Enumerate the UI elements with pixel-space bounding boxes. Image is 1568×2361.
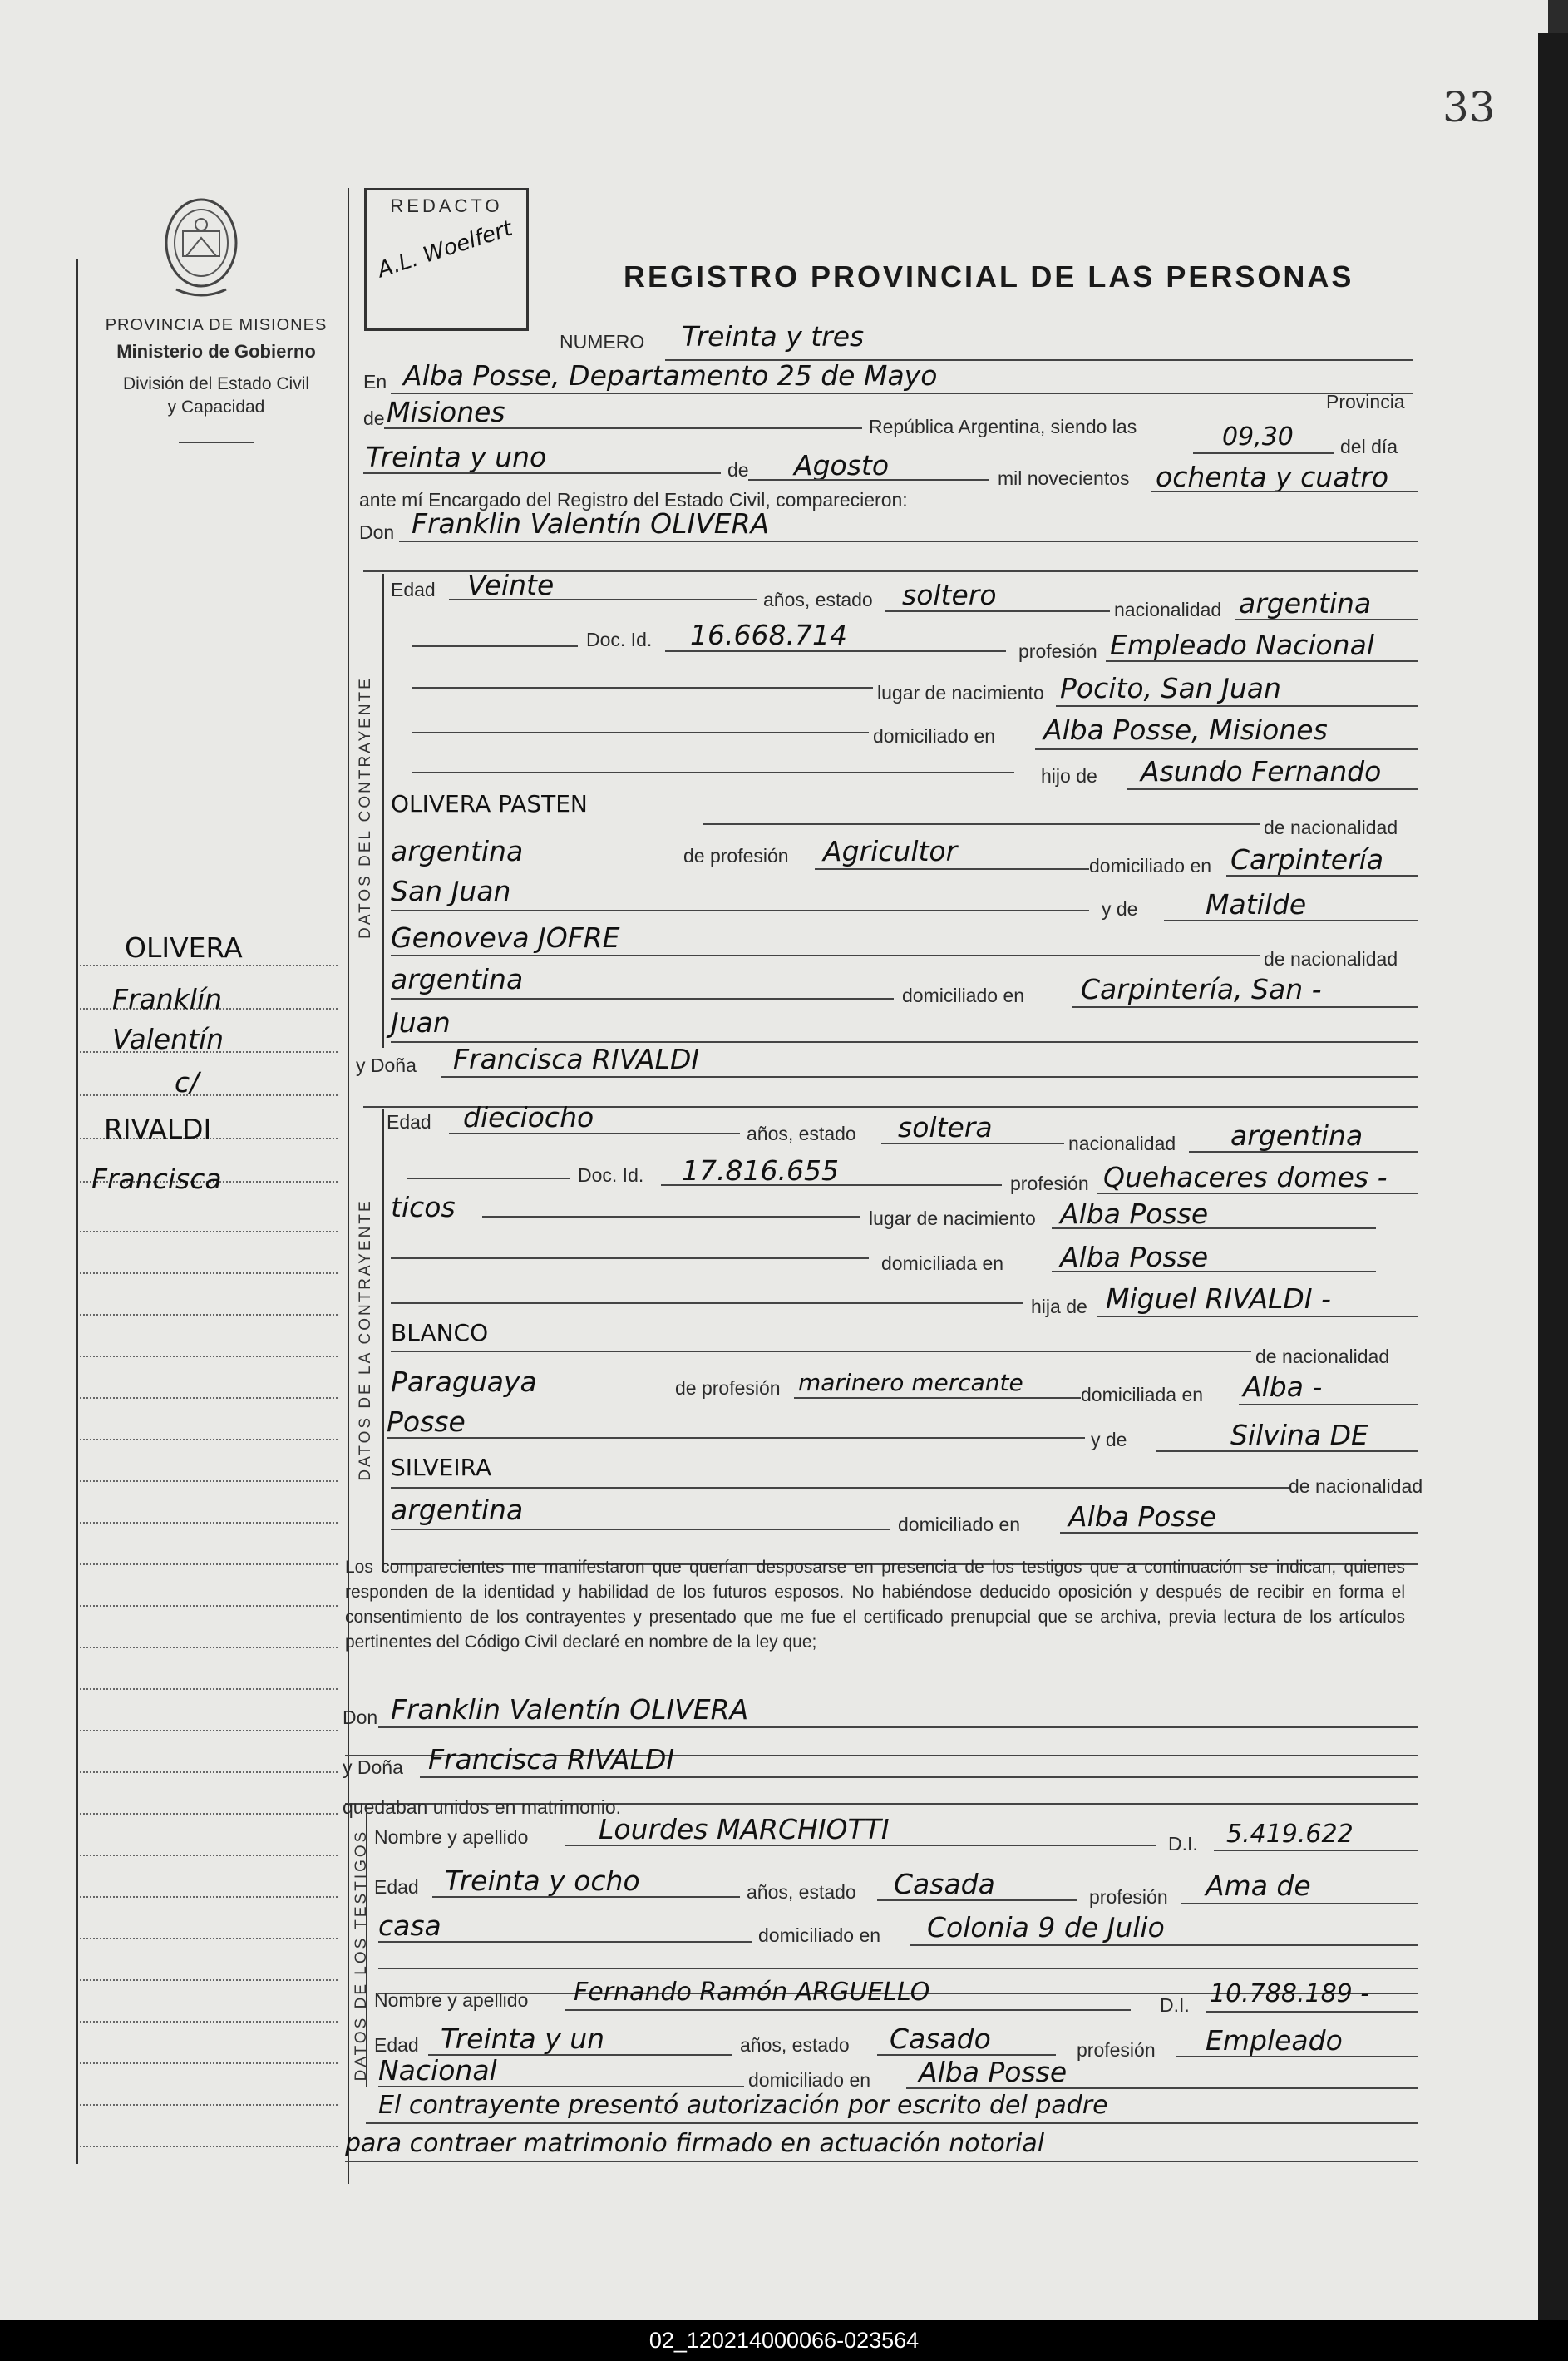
bride-doc-label: Doc. Id. [578, 1164, 644, 1186]
bride-nac-label: nacionalidad [1068, 1133, 1176, 1154]
province-name: PROVINCIA DE MISIONES [105, 316, 328, 334]
groom-mother-address-1: Carpintería, San - [1081, 973, 1322, 1005]
act-year: ochenta y cuatro [1156, 461, 1389, 493]
groom-father-nationality: argentina [391, 835, 524, 867]
witness1-name-label: Nombre y apellido [374, 1826, 529, 1848]
numero-label: NUMERO [560, 331, 645, 353]
groom-name: Franklin Valentín OLIVERA [412, 507, 770, 540]
groom-father-dom-label: domiciliado en [1089, 855, 1212, 877]
witness1-di-label: D.I. [1168, 1833, 1198, 1855]
stamp-label: REDACTO [390, 195, 503, 216]
bride-mother-dom-label: domiciliado en [898, 1514, 1021, 1535]
groom-mother-2: Genoveva JOFRE [391, 921, 620, 954]
margin-firstname-bride: Francisca [91, 1163, 222, 1195]
witness2-civil-status: Casado [890, 2023, 991, 2055]
quedaban-text: quedaban unidos en matrimonio. [343, 1796, 622, 1818]
witness1-dom-label: domiciliado en [758, 1924, 881, 1946]
groom-mother-nac-label: de nacionalidad [1264, 948, 1398, 970]
groom-edad-label: Edad [391, 579, 436, 600]
bride-edad-label: Edad [387, 1111, 431, 1133]
witness1-estado-label: años, estado [747, 1881, 856, 1903]
page-number: 33 [1442, 83, 1496, 131]
page-title: REGISTRO PROVINCIAL DE LAS PERSONAS [624, 259, 1354, 294]
groom-mother-1: Matilde [1206, 888, 1307, 921]
margin-firstname-groom: Franklín [112, 983, 223, 1015]
left-margin-rule [76, 259, 78, 2164]
groom-section-label: DATOS DEL CONTRAYENTE [357, 676, 374, 939]
bride-father-dom-label: domiciliada en [1081, 1384, 1204, 1405]
redacto-stamp [364, 188, 529, 331]
witness1-address: Colonia 9 de Julio [927, 1911, 1165, 1944]
groom-age: Veinte [467, 569, 555, 601]
bride-address: Alba Posse [1060, 1241, 1209, 1273]
ante-mi-text: ante mí Encargado del Registro del Estado Civil, comparecieron: [359, 489, 908, 511]
groom-lugar-label: lugar de nacimiento [877, 682, 1044, 704]
groom-father-address-1: Carpintería [1230, 843, 1384, 876]
groom-doc-number: 16.668.714 [690, 619, 847, 651]
groom-nationality: argentina [1239, 587, 1372, 620]
book-spine [1538, 33, 1568, 2320]
union-dona-label: y Doña [343, 1756, 403, 1778]
division-line-2: y Capacidad [167, 398, 265, 417]
bride-birthplace: Alba Posse [1060, 1198, 1209, 1230]
don-label: Don [359, 521, 395, 543]
groom-father-2: OLIVERA PASTEN [391, 790, 588, 817]
bride-father-1: Miguel RIVALDI - [1106, 1282, 1331, 1315]
witness2-age: Treinta y un [441, 2023, 605, 2055]
witness1-edad-label: Edad [374, 1876, 419, 1898]
bride-father-2: BLANCO [391, 1319, 489, 1346]
margin-surname-groom: OLIVERA [125, 931, 243, 964]
union-groom: Franklin Valentín OLIVERA [391, 1693, 749, 1726]
groom-father-1: Asundo Fernando [1141, 755, 1382, 788]
groom-father-profession: Agricultor [823, 835, 958, 867]
bride-y-de-label: y de [1091, 1429, 1127, 1450]
mil-novecientos-label: mil novecientos [998, 467, 1130, 489]
witness2-di: 10.788.189 - [1210, 1979, 1370, 2008]
bride-name: Francisca RIVALDI [453, 1043, 700, 1075]
bride-father-profession: marinero mercante [798, 1369, 1023, 1396]
consent-paragraph: Los comparecientes me manifestaron que querían desposarse en presencia de los testigos que a continuación se indican, quienes responden de la identidad y habilidad de los futuros esposos. No habiéndose deducido oposición y después de recibir en forma el consentimiento de los contrayentes y presentado que me fue el certificado prenupcial que se archiva, previa lectura de los artículos pertinentes del Código Civil declaré en nombre de la ley que; [345, 1558, 1405, 1652]
act-number: Treinta y tres [682, 320, 865, 353]
groom-civil-status: soltero [902, 579, 997, 611]
dona-label: y Doña [356, 1055, 417, 1076]
provincia-label: Provincia [1326, 391, 1405, 412]
bride-prof-label: profesión [1010, 1173, 1089, 1194]
witness2-prof-label: profesión [1077, 2039, 1156, 2061]
bride-nationality: argentina [1230, 1119, 1363, 1152]
note-line-2: para contraer matrimonio firmado en actuación notorial [345, 2129, 1045, 2158]
groom-mother-nationality: argentina [391, 963, 524, 995]
groom-profession: Empleado Nacional [1110, 629, 1374, 661]
bride-mother-nac-label: de nacionalidad [1289, 1475, 1423, 1497]
witness2-name-label: Nombre y apellido [374, 1989, 529, 2011]
witness1-civil-status: Casada [894, 1868, 995, 1900]
groom-nac-label: nacionalidad [1114, 599, 1222, 620]
scan-id-footer: 02_120214000066-023564 [0, 2320, 1568, 2361]
note-line-1: El contrayente presentó autorización por escrito del padre [378, 2091, 1108, 2120]
ministry-name: Ministerio de Gobierno [116, 341, 316, 362]
witness1-profession-1: Ama de [1206, 1870, 1311, 1902]
witness1-name: Lourdes MARCHIOTTI [599, 1813, 890, 1845]
groom-father-prof-label: de profesión [683, 845, 789, 867]
act-day: Treinta y uno [366, 441, 547, 473]
act-hour: 09,30 [1222, 422, 1294, 452]
groom-prof-label: profesión [1018, 640, 1097, 662]
del-dia-label: del día [1340, 436, 1398, 457]
witness2-dom-label: domiciliado en [748, 2069, 871, 2091]
content-rule [348, 188, 349, 2184]
province-seal-icon [160, 191, 243, 304]
bride-estado-label: años, estado [747, 1123, 856, 1144]
groom-hijo-label: hijo de [1041, 765, 1097, 787]
witness1-di: 5.419.622 [1226, 1820, 1354, 1849]
bride-hija-label: hija de [1031, 1296, 1087, 1317]
groom-estado-label: años, estado [763, 589, 873, 610]
margin-connector: c/ [175, 1066, 200, 1099]
bride-father-nationality: Paraguaya [391, 1366, 537, 1398]
republica-label: República Argentina, siendo las [869, 416, 1137, 437]
groom-birthplace: Pocito, San Juan [1060, 672, 1281, 704]
witness2-estado-label: años, estado [740, 2034, 850, 2056]
de-label: de [363, 407, 385, 429]
act-province: Misiones [387, 396, 505, 428]
bride-civil-status: soltera [898, 1111, 993, 1143]
witness2-address: Alba Posse [919, 2056, 1068, 2088]
act-month: Agosto [794, 449, 890, 482]
groom-father-address-2: San Juan [391, 875, 511, 907]
witness1-age: Treinta y ocho [445, 1865, 640, 1897]
bride-mother-2: SILVEIRA [391, 1454, 492, 1481]
bride-father-prof-label: de profesión [675, 1377, 781, 1399]
stamp-signature: A.L. Woelfert [374, 215, 515, 284]
witness2-di-label: D.I. [1160, 1994, 1190, 2016]
union-bride: Francisca RIVALDI [428, 1743, 675, 1776]
bride-lugar-label: lugar de nacimiento [869, 1208, 1036, 1229]
groom-dom-label: domiciliado en [873, 725, 996, 747]
bride-profession-2: ticos [391, 1191, 456, 1223]
groom-mother-address-2: Juan [391, 1006, 451, 1039]
bride-mother-address: Alba Posse [1068, 1500, 1217, 1533]
groom-doc-label: Doc. Id. [586, 629, 653, 650]
groom-father-nac-label: de nacionalidad [1264, 817, 1398, 838]
bride-mother-nationality: argentina [391, 1494, 524, 1526]
de-mes-label: de [727, 459, 749, 481]
union-don-label: Don [343, 1707, 378, 1728]
bride-mother-1: Silvina DE [1230, 1419, 1368, 1451]
bride-section-label: DATOS DE LA CONTRAYENTE [357, 1198, 374, 1481]
witness1-prof-label: profesión [1089, 1886, 1168, 1908]
witness2-edad-label: Edad [374, 2034, 419, 2056]
bride-doc-number: 17.816.655 [682, 1154, 839, 1187]
groom-mother-dom-label: domiciliado en [902, 985, 1025, 1006]
bride-father-nac-label: de nacionalidad [1255, 1346, 1390, 1367]
witnesses-section-label: DATOS DE LOS TESTIGOS [353, 1829, 370, 2082]
bride-profession-1: Quehaceres domes - [1103, 1161, 1388, 1193]
divider [179, 442, 254, 443]
bride-father-address-2: Posse [387, 1405, 466, 1438]
witness2-profession-1: Empleado [1206, 2024, 1343, 2057]
witness2-profession-2: Nacional [378, 2054, 497, 2087]
witness1-profession-2: casa [378, 1909, 441, 1942]
bride-father-address-1: Alba - [1243, 1371, 1323, 1403]
witness2-name: Fernando Ramón ARGUELLO [574, 1978, 930, 2007]
groom-y-de-label: y de [1102, 898, 1138, 920]
groom-address: Alba Posse, Misiones [1043, 714, 1328, 746]
division-line-1: División del Estado Civil [122, 374, 310, 393]
margin-middlename-groom: Valentín [112, 1023, 224, 1055]
bride-age: dieciocho [463, 1101, 594, 1134]
en-label: En [363, 371, 387, 393]
margin-surname-bride: RIVALDI [104, 1113, 212, 1145]
bride-dom-label: domiciliada en [881, 1252, 1004, 1274]
act-place: Alba Posse, Departamento 25 de Mayo [403, 359, 938, 392]
